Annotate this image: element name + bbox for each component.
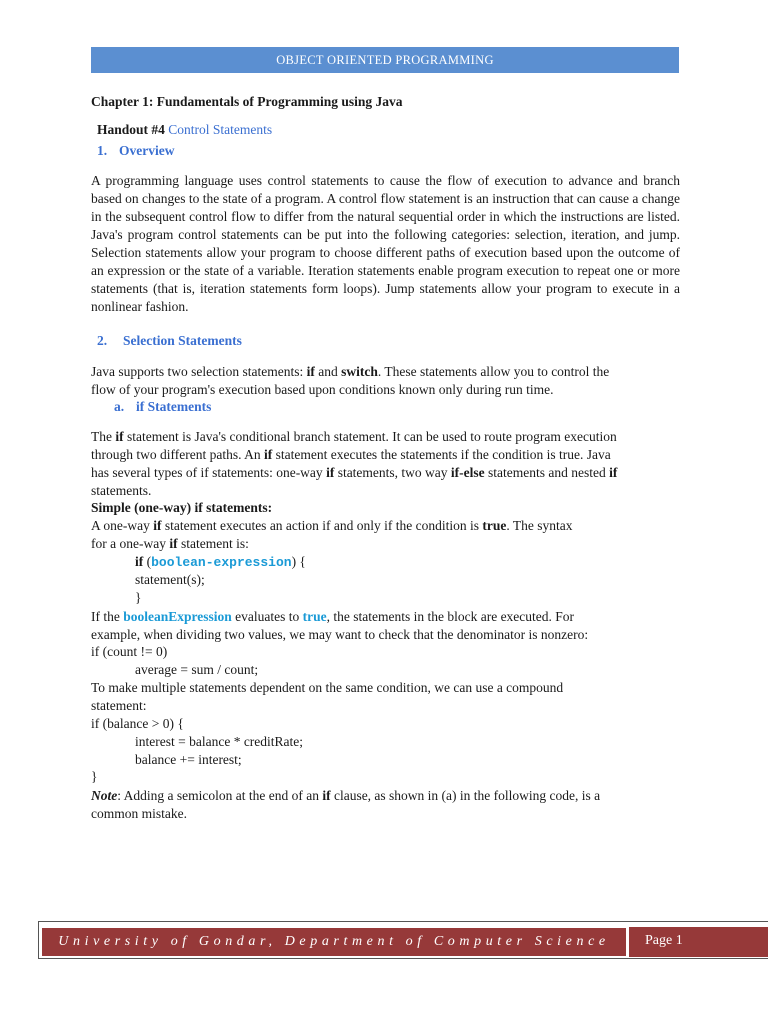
overview-paragraph: A programming language uses control statements to cause the flow of execution to advance and branch based on changes to the state of a program. A control flow statement is an instruction that can cause a change in the subsequent control flow to differ from the natural sequential order in which the instructions are listed. Java's program control statements can be put into the following categories: selection, iteration, and jump. Selection statements allow your program to choose different paths of execution based upon the outcome of an expression or the state of a variable. Iteration statements enable program execution to repeat one or more statements (that is, iteration statements form loops). Jump statements allow your program to execute in a nonlinear fashion.	[91, 173, 680, 314]
code-line: average = sum / count;	[135, 662, 259, 677]
subsection-heading-if	[114, 399, 211, 415]
code-line: balance += interest;	[135, 752, 242, 767]
keyword: if	[306, 364, 315, 379]
keyword: if-else	[450, 465, 485, 480]
text: Java supports two selection statements:	[91, 364, 307, 379]
keyword: if	[153, 518, 162, 533]
handout-title	[97, 122, 272, 138]
code-line: if (balance > 0) {	[91, 716, 184, 731]
note-label: Note	[91, 788, 118, 803]
section-heading-overview	[97, 143, 174, 159]
note-line	[91, 787, 600, 805]
subsection-number: a.	[114, 399, 125, 414]
section-number: 1.	[97, 143, 108, 158]
keyword: if	[609, 465, 618, 480]
text: clause, as shown in (a) in the following code, is a	[330, 788, 601, 803]
oneway-text-line	[91, 517, 573, 535]
keyword: if	[326, 465, 335, 480]
if-paragraph-line	[91, 446, 611, 464]
code-line: }	[135, 590, 142, 605]
text: A one-way	[91, 518, 154, 533]
note-line: common mistake.	[91, 806, 187, 821]
keyword: switch	[341, 364, 378, 379]
handout-topic: Control Statements	[168, 122, 273, 137]
selection-text-line	[91, 363, 609, 381]
text: statements and nested	[484, 465, 610, 480]
keyword: if	[115, 429, 124, 444]
keyword: true	[482, 518, 507, 533]
text: statement is:	[177, 536, 249, 551]
text: and	[314, 364, 342, 379]
keyword: if	[322, 788, 331, 803]
text: statement is Java's conditional branch statement. It can be used to route program execution	[123, 429, 617, 444]
code-line: interest = balance * creditRate;	[135, 734, 304, 749]
example-text-line: To make multiple statements dependent on the same condition, we can use a compound	[91, 680, 564, 695]
highlight-term: booleanExpression	[123, 609, 232, 624]
text: statement executes the statements if the condition is true. Java	[272, 447, 611, 462]
oneway-heading: Simple (one-way) if statements:	[91, 500, 273, 515]
if-paragraph-line	[91, 428, 617, 446]
code-line: }	[91, 769, 98, 784]
code-keyword: if	[135, 554, 144, 569]
text: statement executes an action if and only if the condition is	[161, 518, 483, 533]
code-text: ) {	[291, 554, 306, 569]
example-text-line: example, when dividing two values, we may want to check that the denominator is nonzero:	[91, 627, 589, 642]
if-paragraph-line: statements.	[91, 483, 152, 498]
text: through two different paths. An	[91, 447, 264, 462]
text: , the statements in the block are executed. For	[326, 609, 575, 624]
example-text-line	[91, 608, 574, 626]
oneway-text-line	[91, 535, 249, 553]
keyword: if	[169, 536, 178, 551]
code-line	[135, 553, 306, 572]
keyword: if	[263, 447, 273, 462]
handout-number: Handout #4	[97, 122, 165, 137]
section-number: 2.	[97, 333, 108, 348]
section-heading-selection	[97, 333, 242, 349]
footer-institution: University of Gondar, Department of Computer Science	[42, 928, 626, 956]
code-expression: boolean-expression	[151, 555, 292, 570]
section-title: Selection Statements	[123, 333, 242, 348]
chapter-title: Chapter 1: Fundamentals of Programming using Java	[91, 94, 403, 109]
code-text: (	[143, 554, 152, 569]
text: statements, two way	[334, 465, 451, 480]
text: evaluates to	[231, 609, 303, 624]
page-number: Page 1	[629, 927, 768, 957]
code-line: statement(s);	[135, 572, 205, 587]
section-title: Overview	[119, 143, 175, 158]
text: . The syntax	[506, 518, 573, 533]
if-paragraph-line	[91, 464, 617, 482]
text: : Adding a semicolon at the end of an	[117, 788, 323, 803]
example-text-line: statement:	[91, 698, 147, 713]
selection-text-line: flow of your program's execution based upon conditions known only during run time.	[91, 382, 554, 397]
text: If the	[91, 609, 124, 624]
text: The	[91, 429, 116, 444]
highlight-term: true	[302, 609, 327, 624]
text: has several types of if statements: one-way	[91, 465, 327, 480]
header-banner: OBJECT ORIENTED PROGRAMMING	[91, 47, 679, 73]
subsection-title: if Statements	[136, 399, 212, 414]
code-line: if (count != 0)	[91, 644, 168, 659]
text: for a one-way	[91, 536, 170, 551]
text: . These statements allow you to control the	[377, 364, 610, 379]
